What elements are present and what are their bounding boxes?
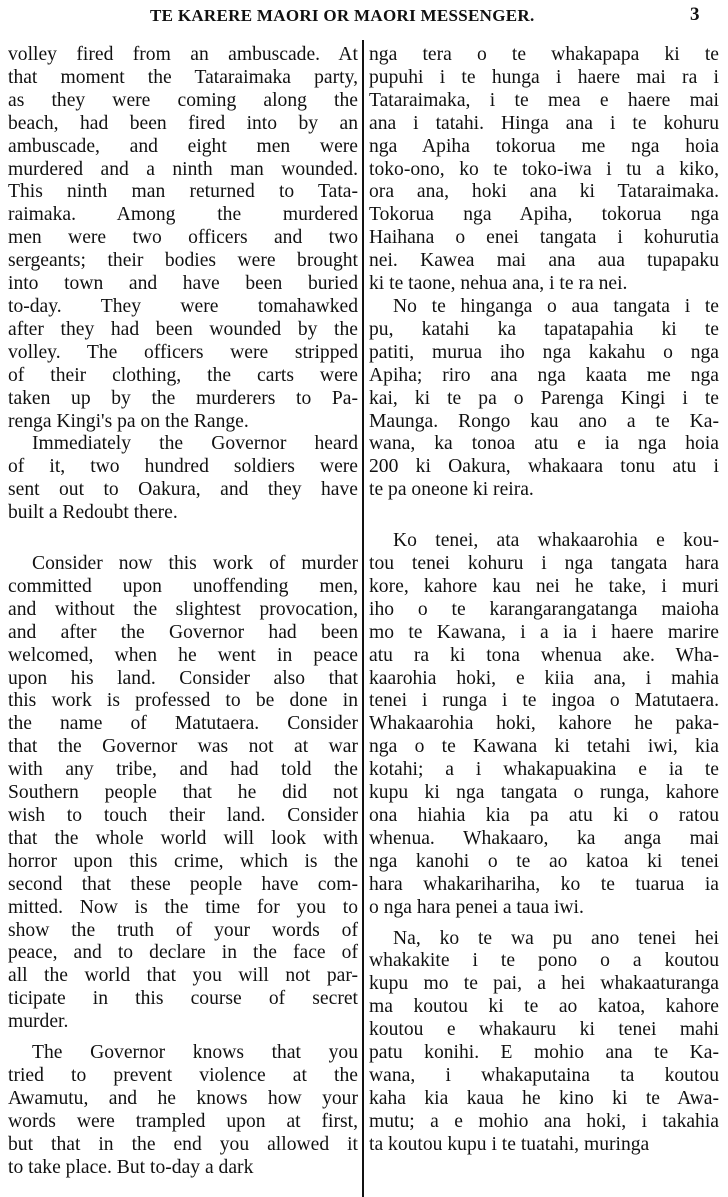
english-column (8, 44, 358, 1180)
text-line: to take place. But to-day a dark (8, 1156, 254, 1178)
text-line: tou tenei kohuru i nga tangata hara (369, 553, 719, 575)
text-line: raimaka. Among the murdered (8, 204, 358, 226)
text-line: kupu ki nga tangata o runga, kahore (369, 782, 719, 804)
text-line: sent out to Oakura, and they have (8, 479, 358, 501)
text-line: men were two officers and two (8, 227, 358, 249)
paragraph-hinganga (369, 296, 719, 502)
text-line: Na, ko te wa pu ano tenei hei (393, 927, 719, 949)
text-line: kaarohia hoki, e kiia ana, i mahia (369, 667, 719, 689)
text-line: nei. Kawea mai ana aua tupapaku (369, 250, 719, 272)
text-line: of it, two hundred soldiers were (8, 456, 358, 478)
text-line: Haihana o enei tangata i kohurutia (369, 227, 719, 249)
text-line: words were trampled upon at first, (8, 1110, 358, 1132)
text-line: 200 ki Oakura, whakaara tonu atu i (369, 456, 719, 478)
text-line: built a Redoubt there. (8, 502, 178, 524)
text-line: renga Kingi's pa on the Range. (8, 410, 249, 432)
paragraph-consider (8, 553, 358, 1034)
text-line: that the Governor was not at war (8, 736, 358, 758)
text-line: ta koutou kupu i te tuatahi, muringa (369, 1133, 650, 1155)
text-line: mo te Kawana, i a ia i haere marire (369, 621, 719, 643)
text-line: volley fired from an ambuscade. At (8, 44, 358, 65)
text-line: ticipate in this course of secret (8, 988, 358, 1010)
column-divider (362, 40, 364, 1197)
text-line: volley. The officers were stripped (8, 341, 358, 363)
paragraph-redoubt (8, 433, 358, 525)
paragraph-gap (8, 1034, 358, 1042)
text-line: horror upon this crime, which is the (8, 850, 358, 872)
text-line: toko-ono, ko te toko-iwa i tu a kiko, (369, 158, 719, 180)
text-line: ma koutou ki te ao katoa, kahore (369, 996, 719, 1018)
text-line: but that in the end you allowed it (8, 1133, 358, 1155)
text-line: Ko tenei, ata whakaarohia e kou- (393, 530, 719, 552)
maori-column (369, 44, 719, 1157)
text-line: as they were coming along the (8, 89, 358, 111)
text-line: hara whakarihariha, ko te tuarua ia (369, 873, 719, 895)
text-line: murder. (8, 1011, 69, 1033)
text-line: that moment the Tataraimaka party, (8, 66, 358, 88)
text-line: o nga hara penei a taua iwi. (369, 896, 584, 918)
text-line: and without the slightest provocation, (8, 598, 358, 620)
text-line: kaha kia kaua he kino ki te Awa- (369, 1087, 719, 1109)
text-line: Tokorua nga Apiha, tokorua nga (369, 204, 719, 226)
text-line: patu konihi. E mohio ana te Ka- (369, 1042, 719, 1064)
text-line: mutu; a e mohio ana hoki, i takahia (369, 1110, 719, 1132)
text-line: murdered and a ninth man wounded. (8, 158, 358, 180)
text-line: all the world that you will not par- (8, 965, 358, 987)
text-line: nga tera o te whakapapa ki te (369, 44, 719, 65)
text-line: tried to prevent violence at the (8, 1064, 358, 1086)
page-header (0, 0, 728, 40)
paragraph-ko-tenei (369, 530, 719, 919)
text-line: and after the Governor had been (8, 621, 358, 643)
text-line: The Governor knows that you (32, 1042, 358, 1064)
text-line: wana, ka tonoa atu e ia nga hoia (369, 433, 719, 455)
text-line: Southern people that he did not (8, 782, 358, 804)
text-line: second that these people have com- (8, 873, 358, 895)
text-line: ora ana, hoki ana ki Tataraimaka. (369, 181, 719, 203)
text-line: atu ra ki tona whenua ake. Wha- (369, 644, 719, 666)
text-line: ana i tatahi. Hinga ana i te kohuru (369, 112, 719, 134)
text-line: ki te taone, nehua ana, i te ra nei. (369, 273, 628, 295)
text-line: kai, ki te pa o Parenga Kingi i te (369, 387, 719, 409)
text-line: peace, and to declare in the face of (8, 942, 358, 964)
text-line: ambuscade, and eight men were (8, 135, 358, 157)
section-gap (369, 502, 719, 530)
text-line: Tataraimaka, i te mea e haere mai (369, 89, 719, 111)
text-line: after they had been wounded by the (8, 318, 358, 340)
paragraph-whakapapa (369, 44, 719, 296)
page-number: 3 (690, 4, 700, 25)
text-line: committed upon unoffending men, (8, 575, 358, 597)
paragraph-gap (369, 920, 719, 928)
text-line: this work is professed to be done in (8, 690, 358, 712)
text-line: beach, had been fired into by an (8, 112, 358, 134)
text-line: kotahi; a i whakapuakina e ia te (369, 759, 719, 781)
text-line: show the truth of your words of (8, 919, 358, 941)
text-line: nga kanohi o te ao katoa ki tenei (369, 850, 719, 872)
text-line: of their clothing, the carts were (8, 364, 358, 386)
paragraph-ambuscade (8, 44, 358, 433)
text-line: mitted. Now is the time for you to (8, 896, 358, 918)
text-line: sergeants; their bodies were brought (8, 250, 358, 272)
text-line: Apiha; riro ana nga kaata me nga (369, 364, 719, 386)
text-line: Awamutu, and he knows how your (8, 1087, 358, 1109)
text-line: upon his land. Consider also that (8, 667, 358, 689)
text-line: to-day. They were tomahawked (8, 295, 358, 317)
text-line: wish to touch their land. Consider (8, 805, 358, 826)
text-line: Whakaarohia hoki, kahore he paka- (369, 713, 719, 735)
text-line: pupuhi i te hunga i haere mai ra i (369, 66, 719, 88)
text-line: Maunga. Rongo kau ano a te Ka- (369, 410, 719, 432)
paragraph-na-ko-te-wa (369, 928, 719, 1157)
text-line: nga o te Kawana ki tetahi iwi, kia (369, 736, 719, 758)
text-line: the name of Matutaera. Consider (8, 713, 358, 735)
text-line: patiti, murua iho nga kakahu o nga (369, 341, 719, 363)
text-line: kupu mo te pai, a hei whakaaturanga (369, 973, 719, 995)
text-line: taken up by the murderers to Pa- (8, 387, 358, 409)
text-line: Consider now this work of murder (32, 553, 358, 575)
text-line: Immediately the Governor heard (32, 433, 358, 455)
text-line: whakakite i te pono o a koutou (369, 950, 719, 972)
section-gap (8, 525, 358, 553)
text-line: nga Apiha tokorua me nga hoia (369, 135, 719, 157)
text-line: into town and have been buried (8, 273, 358, 295)
newspaper-title: TE KARERE MAORI OR MAORI MESSENGER. (150, 6, 535, 25)
text-line: pu, katahi ka tapatapahia ki te (369, 318, 719, 340)
text-line: welcomed, when he went in peace (8, 644, 358, 666)
text-line: that the whole world will look with (8, 827, 358, 849)
text-line: with any tribe, and had told the (8, 759, 358, 781)
text-line: ona hiahia kia pa atu ki o ratou (369, 805, 719, 826)
text-line: iho o te karangarangatanga maioha (369, 598, 719, 620)
text-line: This ninth man returned to Tata- (8, 181, 358, 203)
text-line: No te hinganga o aua tangata i te (393, 295, 719, 317)
text-line: te pa oneone ki reira. (369, 479, 534, 501)
paragraph-governor-knows (8, 1042, 358, 1179)
text-line: kore, kahore kau nei he take, i muri (369, 575, 719, 597)
text-line: wana, i whakaputaina ta koutou (369, 1064, 719, 1086)
text-line: whenua. Whakaaro, ka anga mai (369, 827, 719, 849)
text-line: koutou e whakauru ki tenei mahi (369, 1019, 719, 1041)
text-line: tenei i runga i te ingoa o Matutaera. (369, 690, 719, 712)
